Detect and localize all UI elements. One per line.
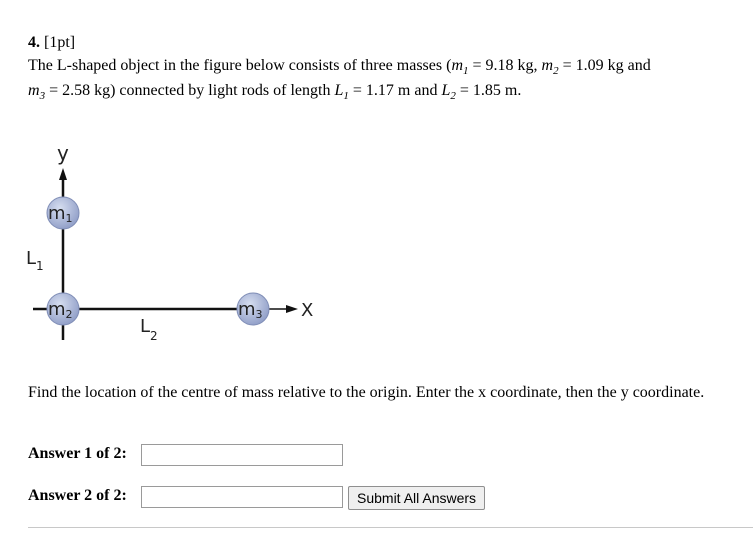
m2-symbol: m (541, 57, 554, 74)
question-prompt: Find the location of the centre of mass relative to the origin. Enter the x coordinate, then the y coordinate. (28, 384, 705, 401)
m1-symbol: m (451, 57, 463, 74)
answer-1-input[interactable] (141, 444, 343, 466)
bottom-divider (28, 527, 753, 528)
L1-symbol: L (334, 82, 344, 99)
question-text: The L-shaped object in the figure below consists of three masses ($m_1 = 9.18$ kg, $m_2 = 1.09$ kg and $m_3 = 2.58$ kg) connected by light rods of length $L_1 = 1.17$ m and $L_2 = 1.85$ m. (28, 57, 651, 103)
question-header (28, 33, 75, 53)
L2-label: $L_2$ (140, 316, 158, 343)
x-axis-arrowhead (286, 305, 298, 313)
y-axis-arrowhead (59, 168, 67, 180)
mass-m3 (237, 293, 269, 325)
y-axis-label: y (57, 141, 69, 165)
submit-all-answers-button[interactable]: Submit All Answers (348, 486, 485, 510)
svg-text:m2: m2 (48, 299, 73, 321)
l-shaped-object-figure (0, 130, 340, 350)
svg-text:m1: m1 (48, 203, 73, 225)
svg-text:m3: m3 (238, 299, 263, 321)
answer-2-input[interactable] (141, 486, 343, 508)
question-number: 4. (28, 34, 40, 51)
x-axis-label: X (301, 300, 314, 321)
L2-symbol: L (441, 82, 451, 99)
answer-1-label: Answer 1 of 2: (28, 445, 127, 462)
m3-symbol: m (28, 82, 40, 99)
mass-m2 (47, 293, 79, 325)
answer-2-label: Answer 2 of 2: (28, 487, 127, 504)
L1-label: $L_1$ (26, 248, 44, 273)
mass-m1 (47, 197, 79, 229)
question-points: [1pt] (44, 34, 76, 51)
